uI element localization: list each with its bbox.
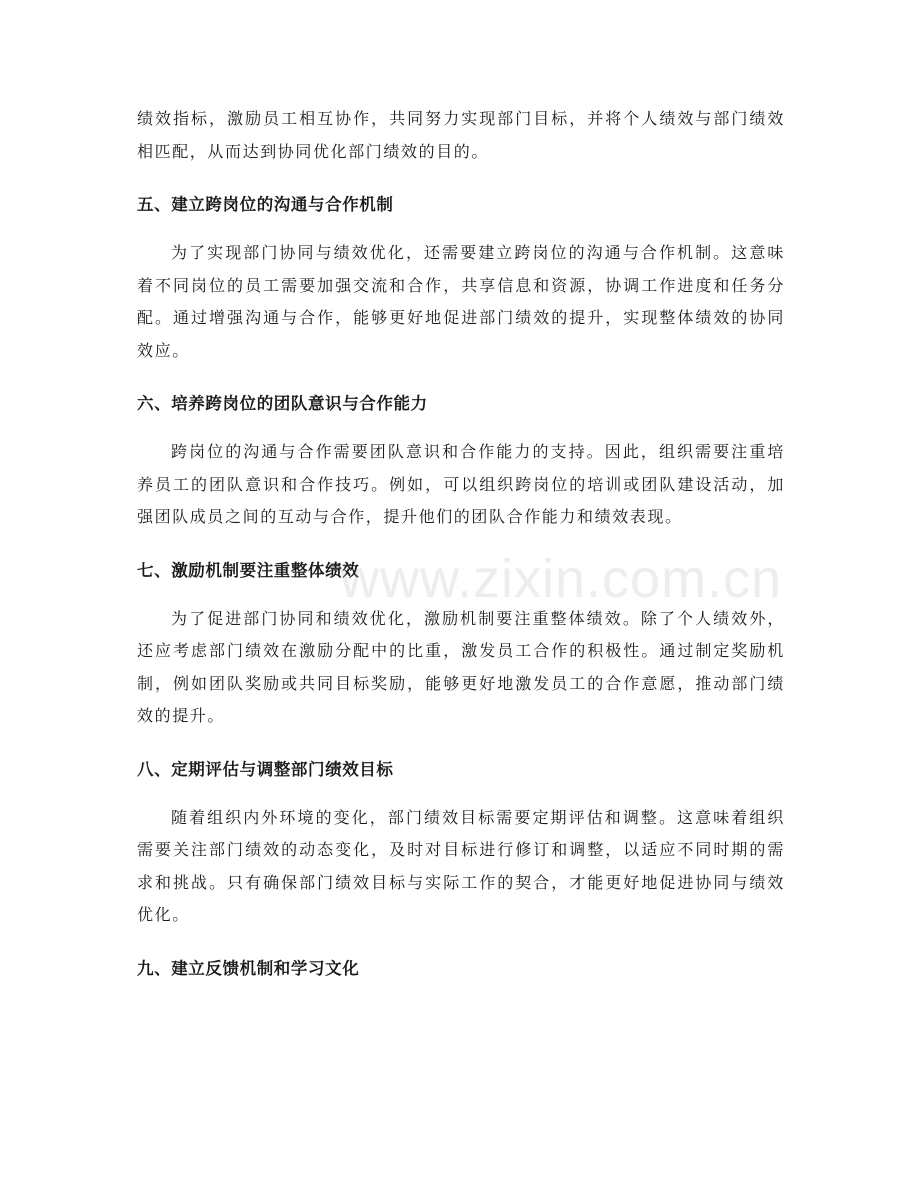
paragraph-section-6: 跨岗位的沟通与合作需要团队意识和合作能力的支持。因此，组织需要注重培养员工的团队意识和合作技巧。例如，可以组织跨岗位的培训或团队建设活动，加强团队成员之间的互动与合作，提升他们的团队合作能力和绩效表现。 <box>137 442 785 526</box>
section-heading-5: 五、建立跨岗位的沟通与合作机制 <box>137 195 394 214</box>
section-heading-6: 六、培养跨岗位的团队意识与合作能力 <box>137 394 428 413</box>
paragraph-section-8: 随着组织内外环境的变化，部门绩效目标需要定期评估和调整。这意味着组织需要关注部门绩效的动态变化，及时对目标进行修订和调整，以适应不同时期的需求和挑战。只有确保部门绩效目标与实际工作的契合，才能更好地促进协同与绩效优化。 <box>137 807 785 924</box>
section-heading-7: 七、激励机制要注重整体绩效 <box>137 560 360 580</box>
section-heading-9: 九、建立反馈机制和学习文化 <box>137 958 360 978</box>
document-body <box>137 103 785 981</box>
paragraph-section-7: 为了促进部门协同和绩效优化，激励机制要注重整体绩效。除了个人绩效外，还应考虑部门绩效在激励分配中的比重，激发员工合作的积极性。通过制定奖励机制，例如团队奖励或共同目标奖励，能够更好地激发员工的合作意愿，推动部门绩效的提升。 <box>137 608 785 725</box>
paragraph-continued: 绩效指标，激励员工相互协作，共同努力实现部门目标，并将个人绩效与部门绩效相匹配，从而达到协同优化部门绩效的目的。 <box>137 109 785 161</box>
section-heading-8: 八、定期评估与调整部门绩效目标 <box>137 759 394 779</box>
watermark: www.zixin.com.cn <box>340 549 783 609</box>
paragraph-section-5: 为了实现部门协同与绩效优化，还需要建立跨岗位的沟通与合作机制。这意味着不同岗位的员工需要加强交流和合作，共享信息和资源，协调工作进度和任务分配。通过增强沟通与合作，能够更好地促进部门绩效的提升，实现整体绩效的协同效应。 <box>137 243 785 360</box>
